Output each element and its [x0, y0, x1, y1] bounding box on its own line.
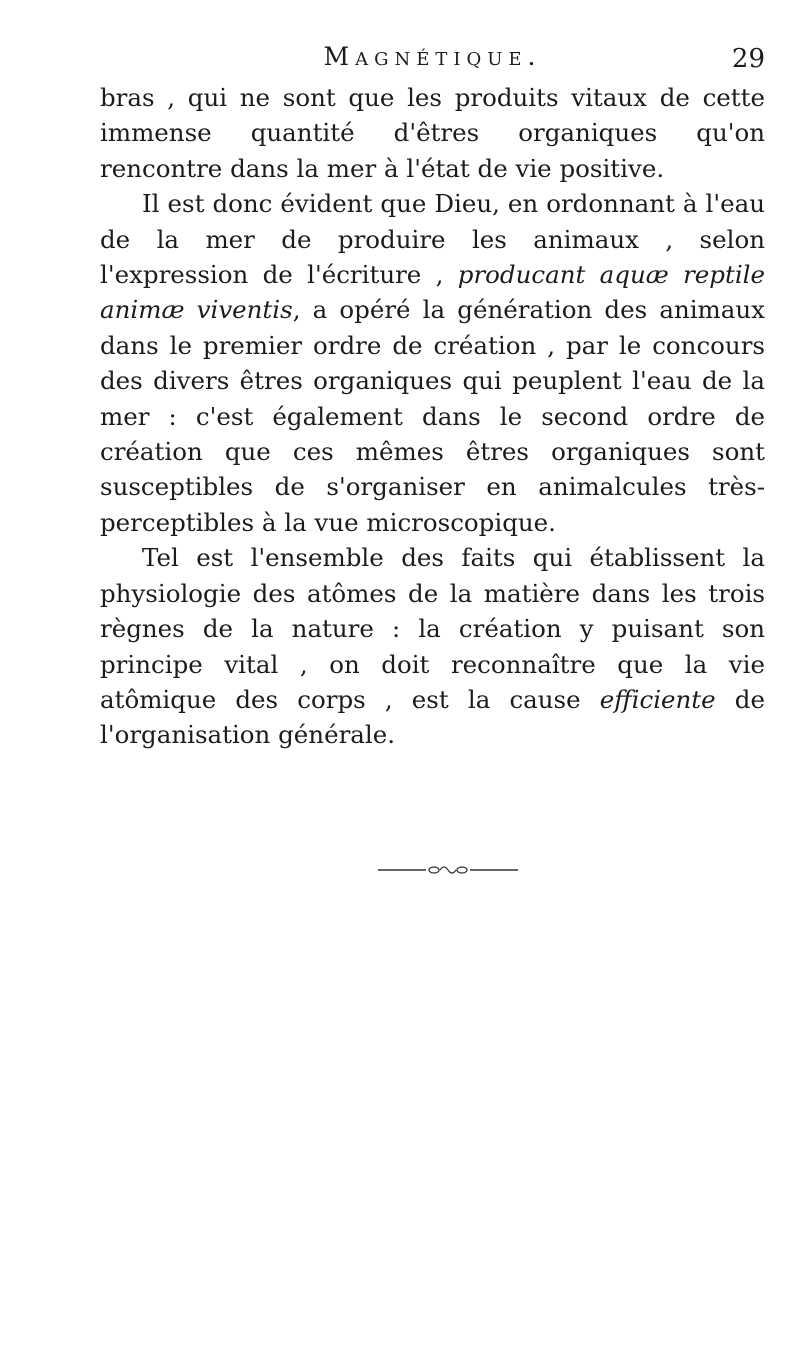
text-segment: Tel est l'ensemble des faits qui établissent la physiologie des atômes de la matière dans les trois règnes de la nature : la création y puisant son principe vital , on doit reconnaître que la vie atômique des corps , est la cause — [100, 543, 765, 714]
emphasis: efficiente — [599, 684, 716, 714]
running-title: Magnétique. — [323, 42, 542, 71]
book-page — [100, 0, 765, 1352]
text-segment: de l'organisation générale. — [100, 684, 765, 750]
page-number: 29 — [731, 44, 765, 74]
body-text — [100, 80, 765, 753]
ornament-divider-icon — [378, 860, 518, 880]
latin-quote: producant aquæ reptile animæ viventis — [100, 260, 765, 325]
paragraph — [100, 540, 765, 752]
text-segment: bras , qui ne sont que les produits vitaux de cette immense quantité d'êtres organiques qu'on rencontre dans la mer à l'état de vie positive. — [100, 83, 765, 183]
text-segment: , a opéré la génération des animaux dans le premier ordre de création , par le concours des divers êtres organiques qui peuplent l'eau de la mer : c'est également dans le second ordre de création que ces mêmes êtres organiques sont susceptibles de s'organiser en animalcules très-perceptibles à la vue microscopique. — [100, 295, 765, 537]
paragraph — [100, 186, 765, 540]
running-head — [100, 42, 765, 82]
text-segment: Il est donc évident que Dieu, en ordonnant à l'eau de la mer de produire les animaux , selon l'expression de l'écriture , — [100, 189, 765, 290]
paragraph — [100, 80, 765, 186]
